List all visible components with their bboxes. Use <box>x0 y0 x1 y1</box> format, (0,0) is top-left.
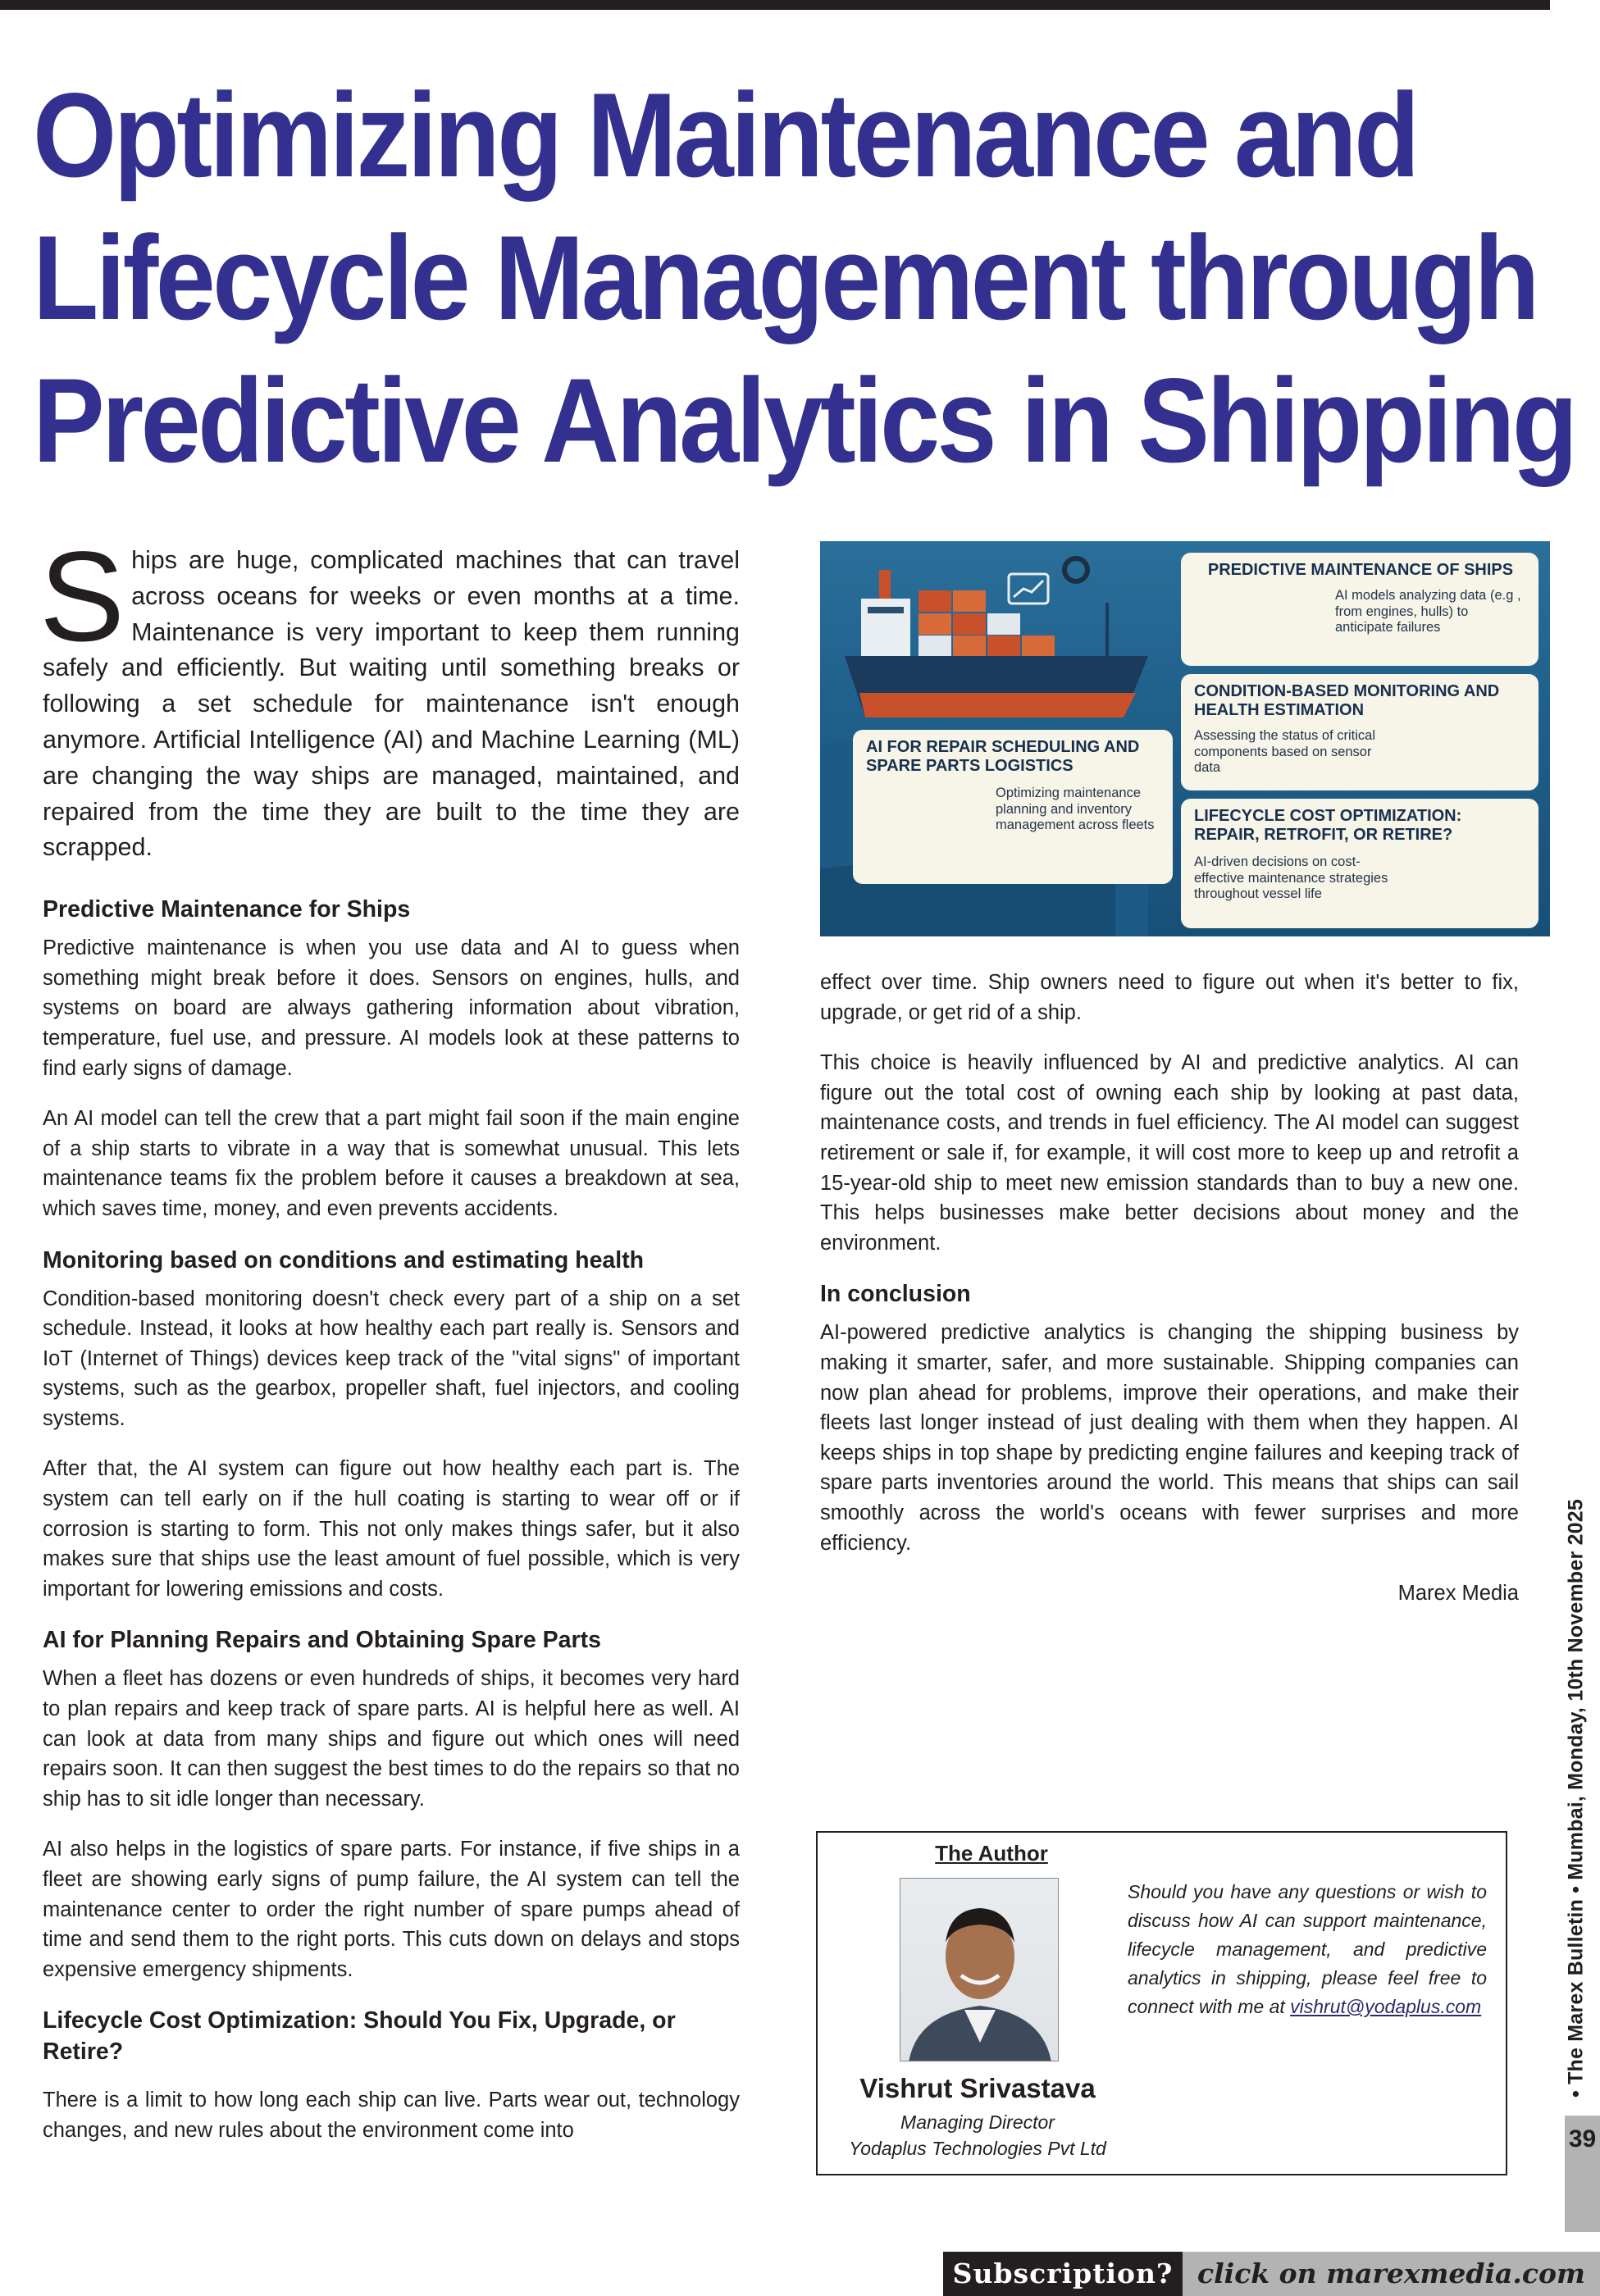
card-title: LIFECYCLE COST OPTIMIZATION: REPAIR, RETROFIT, OR RETIRE? <box>1194 807 1462 844</box>
paragraph: AI also helps in the logistics of spare parts. For instance, if five ships in a fleet are showing early signs of pump failure, the AI system can tell the maintenance center to order the right number of spare pumps ahead of time and send them to the right ports. This cuts down on delays and stops expensive emergency shipments. <box>43 1838 740 1981</box>
infographic-card-condition <box>1181 674 1538 790</box>
side-publication-info <box>1561 1499 1592 2098</box>
infographic-card-lifecycle <box>1181 799 1538 928</box>
headline <box>33 64 1575 492</box>
heading-conclusion: In conclusion <box>820 1281 971 1308</box>
author-heading: The Author <box>935 1841 1048 1866</box>
headline-line-1: Optimizing Maintenance and <box>33 68 1417 202</box>
drop-cap: S <box>39 526 125 668</box>
card-text: Assessing the status of critical components based on sensor data <box>1194 728 1376 775</box>
intro-paragraph <box>39 526 740 866</box>
card-text: AI models analyzing data (e.g , from engines, hulls) to anticipate failures <box>1335 588 1521 635</box>
author-name: Vishrut Srivastava <box>859 2073 1096 2103</box>
ship-funnel <box>879 570 891 599</box>
infographic <box>820 541 1550 936</box>
headline-line-2: Lifecycle Management through <box>33 211 1538 344</box>
person-icon <box>900 1879 1059 2061</box>
paragraph: This choice is heavily influenced by AI and predictive analytics. AI can figure out the total cost of owning each ship by looking at past data, maintenance costs, and trends in fuel efficiency. The AI model can suggest retirement or sale if, for example, it will cost more to keep up and retrofit a 15-year-old ship to meet new emission standards than to buy a new one. This helps businesses make better decisions about money and the environment. <box>820 1051 1519 1255</box>
left-column <box>39 526 740 2166</box>
heading-lifecycle-cost: Lifecycle Cost Optimization: Should You Fix, Upgrade, or Retire? <box>43 2007 676 2066</box>
signature: Marex Media <box>1397 1582 1519 1606</box>
top-rule <box>0 0 1550 10</box>
author-note-text: Should you have any questions or wish to discuss how AI can support maintenance, lifecycle management, and predictive analytics in shipping, please feel free to connect with me at <box>1128 1881 1487 2017</box>
heading-repairs-spare-parts: AI for Planning Repairs and Obtaining Spare Parts <box>43 1627 601 1654</box>
paragraph: Condition-based monitoring doesn't check every part of a ship on a set schedule. Instead, it looks at how healthy each part really is. Sensors and IoT (Internet of Things) devices keep track of the "vital signs" of important systems, such as the gearbox, propeller shaft, fuel injectors, and cooling systems. <box>43 1287 740 1430</box>
subscription-label: Subscription? <box>943 2252 1183 2296</box>
paragraph: Predictive maintenance is when you use data and AI to guess when something might break before it does. Sensors on engines, hulls, and systems on board are always gathering information about vibration, temperature, fuel use, and pressure. AI models look at these patterns to find early signs of damage. <box>43 936 740 1080</box>
subscription-bar[interactable] <box>943 2252 1600 2296</box>
paragraph: After that, the AI system can figure out how healthy each part is. The system can tell early on if the hull coating is starting to wear off or if corrosion is starting to form. This not only makes things safer, but it also makes sure that ships use the least amount of fuel possible, which is very important for lowering emissions and costs. <box>43 1457 740 1601</box>
ship-hull-bottom <box>859 693 1136 718</box>
right-column <box>820 968 1519 1609</box>
paragraph: When a fleet has dozens or even hundreds of ships, it becomes very hard to plan repairs and keep track of spare parts. AI is helpful here as well. AI can look at data from many ships and figure out which ones will need repairs soon. It can then suggest the best times to do the repairs so that no ship has to sit idle longer than necessary. <box>43 1667 740 1811</box>
author-email-link[interactable]: vishrut@yodaplus.com <box>1290 1996 1482 2017</box>
paragraph: effect over time. Ship owners need to figure out when it's better to fix, upgrade, or get rid of a ship. <box>820 971 1519 1024</box>
containers <box>919 590 1055 656</box>
intro-text: hips are huge, complicated machines that can travel across oceans for weeks or even months at a time. Maintenance is very important to keep them running safely and efficiently. But waiting until something breaks or following a set schedule for maintenance isn't enough anymore. Artificial Intelligence (AI) and Machine Learning (ML) are changing the way ships are managed, maintained, and repaired from the time they are built to the time they are scrapped. <box>43 546 740 862</box>
card-text: Optimizing maintenance planning and inventory management across fleets <box>996 786 1155 832</box>
infographic-card-predictive <box>1181 553 1538 666</box>
paragraph: There is a limit to how long each ship can live. Parts wear out, technology changes, and new rules about the environment come into <box>43 2089 740 2142</box>
chart-icon <box>1009 574 1048 604</box>
heading-condition-monitoring: Monitoring based on conditions and estimating health <box>43 1246 645 1273</box>
card-title: AI FOR REPAIR SCHEDULING AND SPARE PARTS LOGISTICS <box>866 738 1140 775</box>
page-number: 39 <box>1568 2125 1597 2152</box>
card-text: AI-driven decisions on cost-effective maintenance strategies throughout vessel life <box>1194 854 1388 901</box>
subscription-link[interactable]: click on marexmedia.com <box>1183 2252 1600 2296</box>
author-role: Managing Director <box>900 2112 1055 2133</box>
paragraph: An AI model can tell the crew that a part might fail soon if the main engine of a ship starts to vibrate in a way that is somewhat unusual. This lets maintenance teams fix the problem before it causes a breakdown at sea, which saves time, money, and even prevents accidents. <box>43 1107 740 1220</box>
side-text: • The Marex Bulletin • Mumbai, Monday, 10th November 2025 <box>1564 1498 1588 2098</box>
card-title: CONDITION-BASED MONITORING AND HEALTH ESTIMATION <box>1194 682 1500 719</box>
card-title: PREDICTIVE MAINTENANCE OF SHIPS <box>1207 561 1514 579</box>
infographic-card-repair <box>853 730 1173 884</box>
author-note <box>1128 1878 1487 2021</box>
author-box <box>816 1831 1507 2175</box>
paragraph: AI-powered predictive analytics is changing the shipping business by making it smarter, safer, and more sustainable. Shipping companies can now plan ahead for problems, improve their operations, and make their fleets last longer instead of just dealing with them when they happen. AI keeps ships in top shape by predicting engine failures and keeping track of spare parts inventories around the world. This means that ships can sail smoothly across the world's oceans with fewer surprises and more efficiency. <box>820 1321 1519 1555</box>
gear-icon <box>1064 558 1087 581</box>
headline-line-3: Predictive Analytics in Shipping <box>33 353 1575 487</box>
bridge-windows <box>868 607 904 613</box>
heading-predictive-maintenance: Predictive Maintenance for Ships <box>43 896 411 923</box>
author-photo <box>900 1878 1059 2061</box>
author-company: Yodaplus Technologies Pvt Ltd <box>849 2138 1106 2159</box>
